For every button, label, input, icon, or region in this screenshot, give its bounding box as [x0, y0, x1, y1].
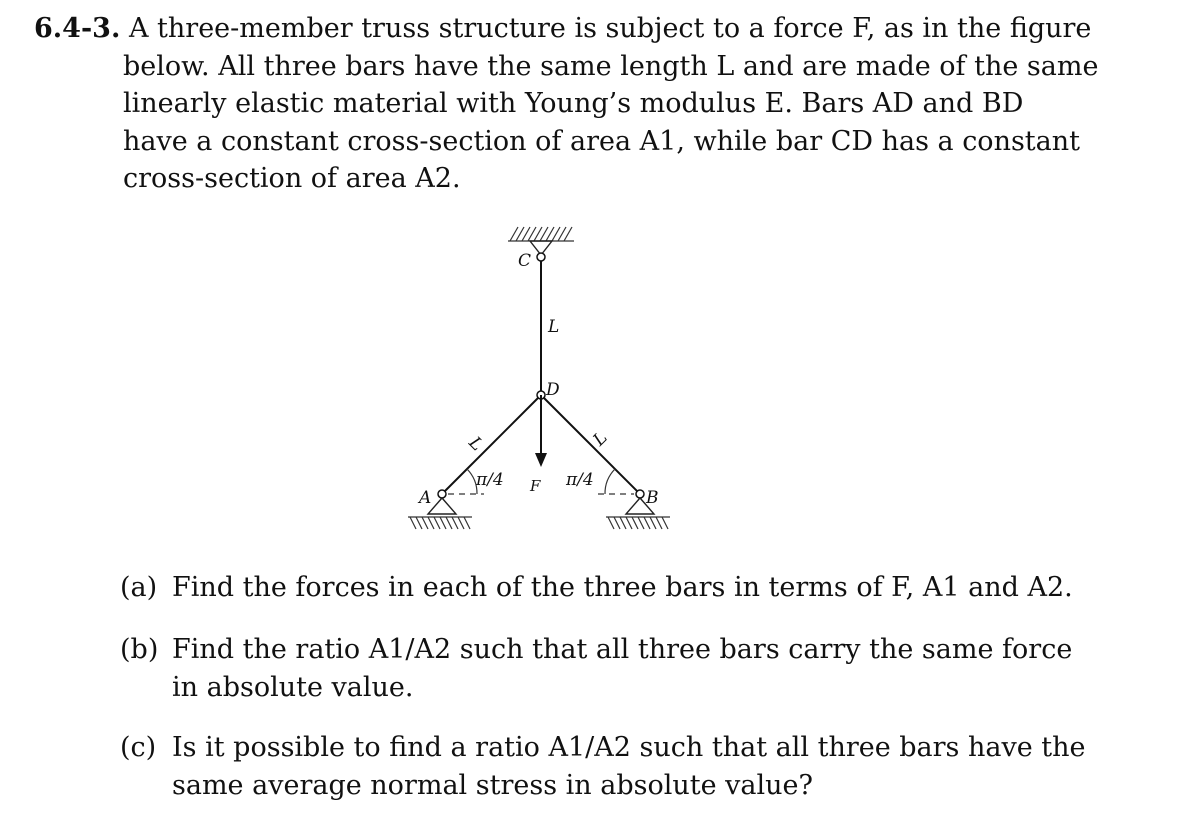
question-c-line-2: same average normal stress in absolute value? — [172, 769, 814, 801]
label-angle-right: π/4 — [566, 470, 594, 490]
question-c-label: (c) — [120, 732, 157, 763]
intro-line-2: below. All three bars have the same length L and are made of the same — [123, 50, 1099, 82]
pin-a — [438, 490, 446, 498]
question-b-line-1: Find the ratio A1/A2 such that all three bars carry the same force — [172, 634, 1073, 665]
label-d: D — [546, 380, 560, 400]
support-a-triangle — [428, 498, 456, 514]
intro-line-3: linearly elastic material with Young’s modulus E. Bars AD and BD — [123, 88, 1024, 119]
label-a: A — [419, 488, 432, 508]
label-angle-left: π/4 — [476, 470, 504, 490]
intro-line-5: cross-section of area A2. — [123, 163, 461, 194]
label-length-bd: L — [589, 428, 612, 451]
label-length-ad: L — [464, 432, 487, 456]
truss-figure — [400, 215, 680, 540]
truss-diagram — [400, 215, 680, 540]
intro-line-4: have a constant cross-section of area A1, while bar CD has a constant — [123, 125, 1080, 157]
problem-statement — [34, 10, 1099, 198]
label-c: C — [518, 251, 532, 271]
angle-arc-right — [605, 469, 615, 494]
pin-b — [636, 490, 644, 498]
label-length-cd: L — [548, 317, 560, 337]
question-b-line-2: in absolute value. — [172, 671, 414, 703]
label-force: F — [530, 477, 541, 495]
intro-line-1 — [34, 10, 1092, 48]
ceiling-support-hatch — [508, 227, 574, 241]
pin-c — [537, 253, 545, 261]
ground-b-hatch — [606, 517, 670, 529]
question-a-line-1: Find the forces in each of the three bars in terms of F, A1 and A2. — [172, 572, 1073, 603]
question-c-line-1: Is it possible to find a ratio A1/A2 such that all three bars have the — [172, 732, 1086, 763]
label-b: B — [646, 488, 659, 508]
problem-number: 6.4-3. — [34, 13, 121, 44]
ground-a-hatch — [408, 517, 472, 529]
question-b-label: (b) — [120, 634, 159, 665]
question-a-label: (a) — [120, 572, 158, 603]
intro-text-1: A three-member truss structure is subject to a force F, as in the figure — [128, 13, 1092, 44]
force-arrow-head — [535, 453, 547, 467]
